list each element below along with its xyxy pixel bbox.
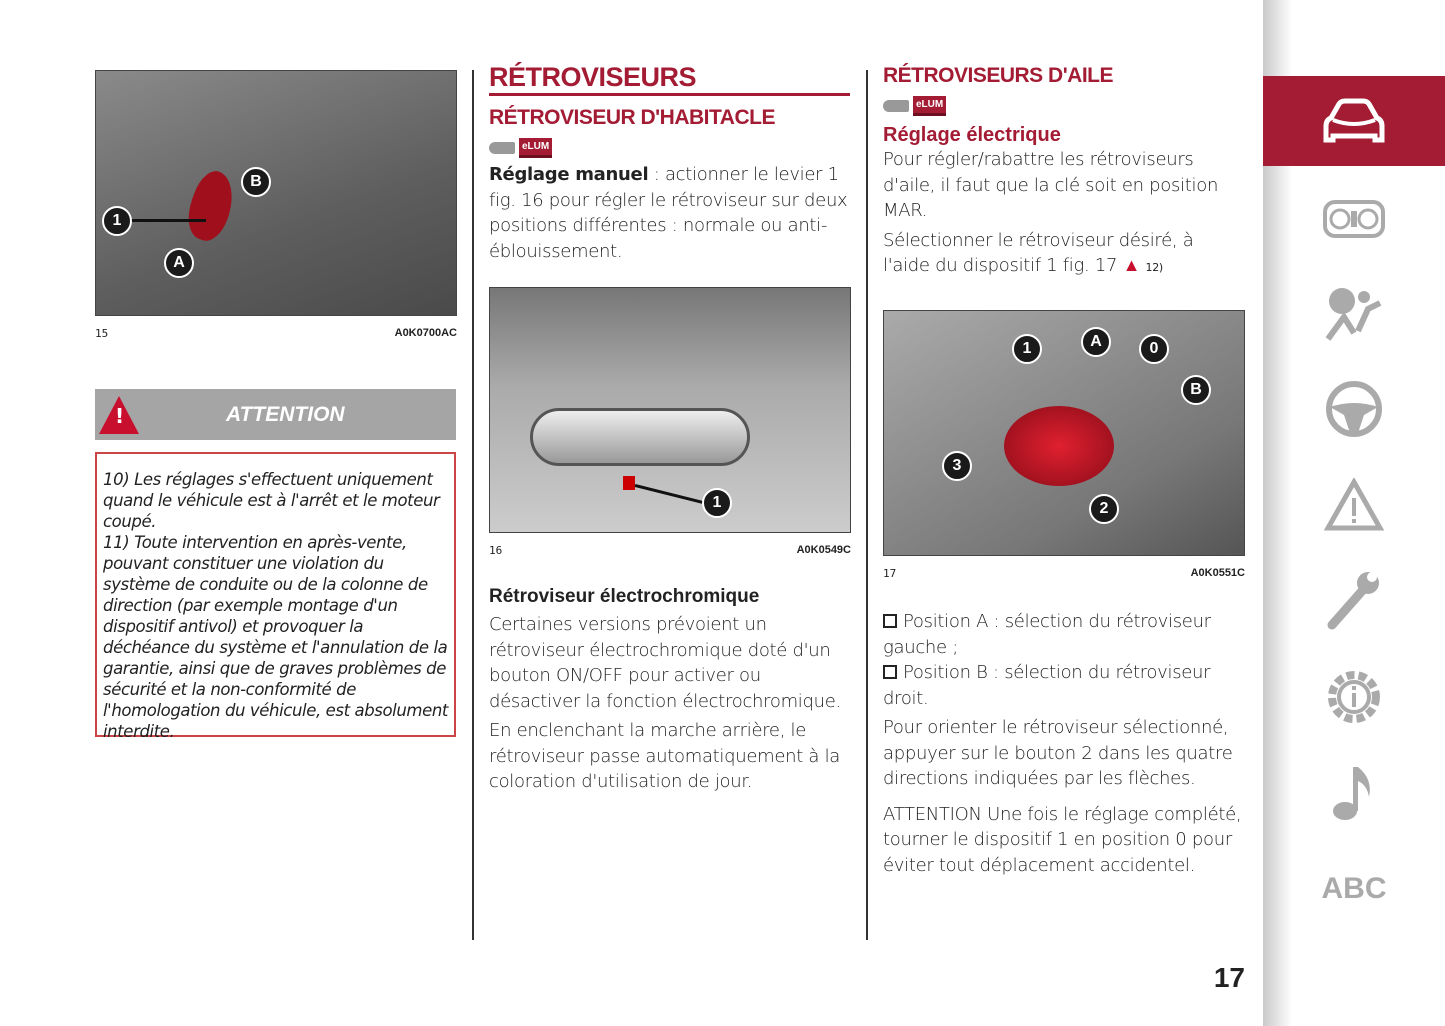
electric-title: Réglage électrique (883, 124, 1061, 146)
elum-reference (883, 96, 1245, 116)
dashboard-icon[interactable] (1263, 174, 1445, 264)
section-title: RÉTROVISEURS (489, 62, 850, 96)
elum-badge: eLUM (913, 96, 946, 116)
airbag-icon[interactable] (1263, 268, 1445, 358)
note-reference[interactable]: 12) (1145, 261, 1163, 274)
figure-17-image (883, 310, 1245, 556)
warning-icon[interactable] (1263, 460, 1445, 550)
pointing-hand-icon (489, 142, 515, 154)
gear-info-icon[interactable] (1263, 652, 1445, 742)
manual-text: : actionner le levier 1 fig. 16 pour régler le rétroviseur sur deux positions différentes : normale ou anti-éblouissement. (489, 164, 848, 262)
sidebar (1263, 0, 1445, 1026)
figure-16-image (489, 287, 851, 533)
attention-header (95, 389, 456, 440)
list-item-text: Position B : sélection du rétroviseur droit. (883, 662, 1211, 709)
figure-17-caption (883, 567, 1245, 580)
attention-title: ATTENTION (226, 402, 345, 426)
reverse-paragraph: En enclenchant la marche arrière, le rétroviseur passe automatiquement à la coloration d'utilisation de jour. (489, 720, 841, 792)
car-icon[interactable] (1263, 76, 1445, 166)
electrochromic-paragraph: Certaines versions prévoient un rétroviseur électrochromique doté d'un bouton ON/OFF pour activer ou désactiver la fonction électrochromique. (489, 614, 841, 712)
subsection-title: RÉTROVISEUR D'HABITACLE (489, 106, 775, 129)
callout: 1 (702, 488, 732, 518)
paragraph: Pour régler/rabattre les rétroviseurs d'aile, il faut que la clé soit en position MAR. (883, 149, 1219, 221)
wrench-icon[interactable] (1263, 556, 1445, 646)
warning-icon: ▲ (1122, 255, 1141, 276)
attention-note (103, 469, 448, 532)
callout: 2 (1089, 494, 1119, 524)
column-divider (472, 70, 474, 940)
elum-reference (489, 138, 850, 158)
paragraph: Pour orienter le rétroviseur sélectionné, appuyer sur le bouton 2 dans les quatre directions indiquées par les flèches. (883, 717, 1233, 789)
list-item-text: Position A : sélection du rétroviseur gauche ; (883, 611, 1211, 658)
electrochromic-title: Rétroviseur électrochromique (489, 586, 760, 607)
callout: B (241, 167, 271, 197)
manual-label: Réglage manuel (489, 164, 649, 185)
figure-number: 17 (883, 567, 897, 580)
callout: 3 (942, 451, 972, 481)
section-title: RÉTROVISEURS D'AILE (883, 64, 1114, 87)
paragraph (883, 228, 1245, 281)
note-text: Toute intervention en après-vente, pouvant constituer une violation du système de conduite ou de la colonne de direction (par exemple montage d'un dispositif antivol) et provoquer la déchéance du système et l'annulation de la garantie, ainsi que de graves problèmes de sécurité et la non-conformité de l'homologation du véhicule, est absolument interdite. (103, 533, 448, 741)
callout: A (1081, 327, 1111, 357)
paragraph-text: Sélectionner le rétroviseur désiré, à l'aide du dispositif 1 fig. 17 (883, 229, 1194, 276)
callout: 0 (1139, 334, 1169, 364)
figure-code: A0K0549C (796, 544, 851, 556)
steering-wheel-icon[interactable] (1263, 364, 1445, 454)
pointing-hand-icon (883, 100, 909, 112)
list-item (883, 660, 1245, 711)
callout: 1 (1012, 334, 1042, 364)
figure-16-caption (489, 544, 851, 557)
page-number: 17 (1213, 962, 1245, 993)
music-note-icon[interactable] (1263, 748, 1445, 838)
figure-15-caption (95, 327, 457, 340)
paragraph: ATTENTION Une fois le réglage complété, tourner le dispositif 1 en position 0 pour éviter tout déplacement accidentel. (883, 803, 1242, 876)
elum-badge: eLUM (519, 138, 552, 158)
figure-15-image (95, 70, 457, 316)
figure-code: A0K0700AC (394, 327, 457, 339)
note-number: 10) (103, 470, 130, 489)
callout: A (164, 248, 194, 278)
manual-paragraph (489, 162, 850, 264)
note-text: Les réglages s'effectuent uniquement quand le véhicule est à l'arrêt et le moteur coupé. (103, 470, 440, 531)
abc-index-button[interactable]: ABC (1321, 872, 1387, 905)
figure-number: 15 (95, 327, 109, 340)
note-number: 11) (103, 533, 130, 552)
callout: B (1181, 375, 1211, 405)
checkbox-bullet-icon (883, 665, 897, 679)
attention-box (95, 452, 456, 741)
callout: 1 (102, 206, 132, 236)
warning-icon: ! (99, 396, 139, 434)
column-divider (866, 70, 868, 940)
figure-number: 16 (489, 544, 503, 557)
checkbox-bullet-icon (883, 614, 897, 628)
attention-note (103, 532, 448, 742)
figure-code: A0K0551C (1190, 567, 1245, 579)
list-item (883, 609, 1245, 660)
